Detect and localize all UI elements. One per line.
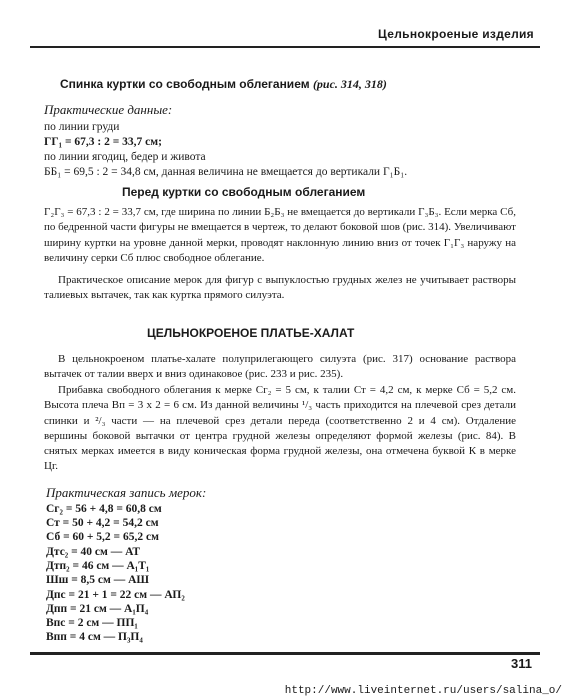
measure-record: Дпп = 21 см — А₁П₄ xyxy=(46,603,149,615)
measure-record: Сг₂ = 56 + 4,8 = 60,8 см xyxy=(46,503,162,515)
section3-paragraph: Прибавка свободного облегания к мерке Сг₂ = 5 см, к талии Ст = 4,2 см, к мерке Сб = 5,2 см. Высота плеча Вп = 3 х 2 = 6 см. Из данной величины ¹/₃ часть приходится на плечевой срез детали спинки и ²/₃ части — на плечевой срез детали переда (соответственно 2 и 4 см). Отдаление вершины боковой вытачки от центра грудной железы определяют формой железы (рис. 84). В снятых мерках имеется в виду коническая форма грудной железы, она отмечена буквой К в мерке Цг. xyxy=(44,384,516,473)
measure-record: Ст = 50 + 4,2 = 54,2 см xyxy=(46,517,159,529)
watermark-link[interactable]: http://www.liveinternet.ru/users/salina_o/ xyxy=(284,685,562,697)
footer-rule xyxy=(30,652,540,655)
section1-line: по линии ягодиц, бедер и живота xyxy=(44,151,206,163)
running-title: Цельнокроеные изделия xyxy=(378,27,534,41)
measure-record: Дтс₂ = 40 см — АТ xyxy=(46,546,141,558)
section1-line: ГГ₁ = 67,3 : 2 = 33,7 см; xyxy=(44,136,162,148)
measure-record: Сб = 60 + 5,2 = 65,2 см xyxy=(46,531,159,543)
section3-title: ЦЕЛЬНОКРОЕНОЕ ПЛАТЬЕ-ХАЛАТ xyxy=(147,326,355,340)
section3-paragraph: В цельнокроеном платье-халате полуприлегающего силуэта (рис. 317) основание раствора вытачек от талии вверх и вниз одинаковое (рис. 233 и рис. 235). xyxy=(44,353,516,381)
section2-title: Перед куртки со свободным облеганием xyxy=(122,185,366,199)
measure-record: Шш = 8,5 см — АШ xyxy=(46,574,150,586)
measure-record: Дтп₂ = 46 см — А₁Т₁ xyxy=(46,560,150,572)
measure-record: Впс = 2 см — ПП₁ xyxy=(46,617,138,629)
section2-paragraph: Г₂Г₃ = 67,3 : 2 = 33,7 см, где ширина по линии Б₂Б₃ не вмещается до вертикали Г₃Б₃. Если мерка Сб, по бедренной части фигуры не вмещается в чертеж, то делают боковой шов (рис. 314). Увеличивают ширину куртки на уровне данной мерки, проводят наклонную линию вниз от точек Г₁Г₃ наружу на величину серки Сб плюс свободное облегание. xyxy=(44,206,516,264)
page-number: 311 xyxy=(511,656,532,671)
section1-title: Спинка куртки со свободным облеганием (рис. 314, 318) xyxy=(60,77,387,91)
record-label: Практическая запись мерок: xyxy=(46,485,207,500)
measure-record: Впп = 4 см — П₃П₄ xyxy=(46,631,143,643)
section2-paragraph: Практическое описание мерок для фигур с выпуклостью грудных желез не учитывает растворы талиевых вытачек, так как куртка прямого силуэта. xyxy=(44,274,516,302)
practical-data-label: Практические данные: xyxy=(44,102,173,117)
measure-record: Дпс = 21 + 1 = 22 см — АП₂ xyxy=(46,589,185,601)
header-rule xyxy=(30,46,540,48)
section1-line: по линии груди xyxy=(44,121,120,133)
section1-line: ББ₁ = 69,5 : 2 = 34,8 см, данная величина не вмещается до вертикали Г₁Б₁. xyxy=(44,166,408,178)
